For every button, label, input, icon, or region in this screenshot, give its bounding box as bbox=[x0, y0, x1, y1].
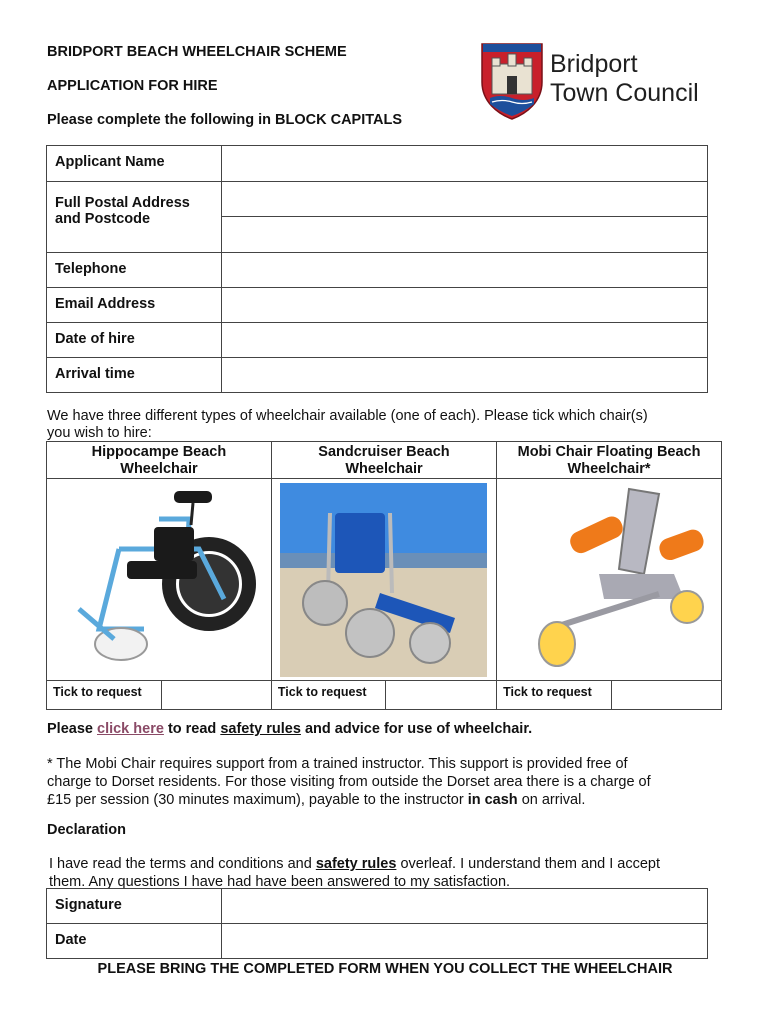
postal-address-label-line-1: Full Postal Address bbox=[55, 195, 190, 211]
applicant-form-table bbox=[46, 145, 708, 393]
chair-title-line-2: Wheelchair bbox=[345, 461, 423, 477]
logo-wordmark bbox=[550, 50, 699, 108]
postal-address-label-line-2: and Postcode bbox=[55, 211, 151, 227]
mobi-note-line-2: charge to Dorset residents. For those visiting from outside the Dorset area there is a charge of bbox=[47, 774, 651, 790]
postal-address-line-1[interactable] bbox=[222, 182, 707, 216]
mobi-note-line-3-prefix: £15 per session (30 minutes maximum), payable to the instructor bbox=[47, 792, 468, 808]
chair-header-hippocampe bbox=[47, 442, 272, 479]
email-label: Email Address bbox=[47, 288, 222, 323]
chair-image-cell-hippocampe bbox=[47, 479, 272, 681]
safety-rules-link[interactable]: safety rules bbox=[220, 721, 301, 737]
declaration-heading: Declaration bbox=[47, 822, 126, 838]
click-here-link[interactable]: click here bbox=[97, 721, 164, 737]
scheme-title: BRIDPORT BEACH WHEELCHAIR SCHEME bbox=[47, 44, 347, 60]
declaration-line-2: them. Any questions I have had have been answered to my satisfaction. bbox=[49, 874, 511, 890]
applicant-name-field[interactable] bbox=[222, 146, 708, 182]
telephone-label: Telephone bbox=[47, 253, 222, 288]
chair-title-hippocampe bbox=[47, 442, 271, 478]
mobi-note-line-1: * The Mobi Chair requires support from a trained instructor. This support is provided free of bbox=[47, 756, 628, 772]
wheelchair-options-table bbox=[46, 441, 722, 710]
tick-checkbox-sandcruiser[interactable] bbox=[385, 681, 496, 709]
chair-image-cell-mobi bbox=[497, 479, 722, 681]
town-council-crest-icon bbox=[480, 42, 544, 120]
instruction-text: Please complete the following in BLOCK CAPITALS bbox=[47, 112, 403, 128]
safety-prefix: Please bbox=[47, 721, 97, 737]
declaration-safety-rules-link[interactable]: safety rules bbox=[315, 856, 397, 872]
signature-label: Signature bbox=[47, 889, 222, 924]
safety-middle: to read bbox=[163, 721, 221, 737]
chairs-intro-line-2: you wish to hire: bbox=[47, 425, 152, 441]
mobi-chair-note bbox=[47, 755, 651, 809]
chairs-intro bbox=[47, 408, 648, 442]
mobi-wheelchair-image bbox=[509, 479, 709, 675]
logo-line-1: Bridport bbox=[550, 50, 638, 78]
date-of-hire-label: Date of hire bbox=[47, 323, 222, 358]
arrival-time-field[interactable] bbox=[222, 358, 708, 393]
chair-title-mobi bbox=[497, 442, 721, 478]
footer-notice: PLEASE BRING THE COMPLETED FORM WHEN YOU COLLECT THE WHEELCHAIR bbox=[97, 961, 673, 977]
chair-image-cell-sandcruiser bbox=[271, 479, 496, 681]
tick-checkbox-hippocampe[interactable] bbox=[161, 681, 271, 709]
applicant-name-label: Applicant Name bbox=[47, 146, 222, 182]
chair-header-sandcruiser bbox=[271, 442, 496, 479]
chair-title-line-2: Wheelchair* bbox=[567, 461, 651, 477]
tick-cell-sandcruiser bbox=[271, 681, 496, 710]
sandcruiser-wheelchair-image bbox=[280, 483, 487, 677]
mobi-note-line-3 bbox=[47, 791, 651, 809]
postal-address-label bbox=[47, 182, 222, 253]
signature-field[interactable] bbox=[222, 889, 708, 924]
chair-title-line-1: Sandcruiser Beach bbox=[318, 444, 450, 460]
declaration-line-1-prefix: I have read the terms and conditions and bbox=[49, 856, 316, 872]
date-of-hire-field[interactable] bbox=[222, 323, 708, 358]
tick-checkbox-mobi[interactable] bbox=[611, 681, 721, 709]
logo-line-2: Town Council bbox=[550, 79, 699, 107]
safety-suffix: and advice for use of wheelchair. bbox=[300, 721, 533, 737]
arrival-time-label: Arrival time bbox=[47, 358, 222, 393]
chair-title-sandcruiser bbox=[272, 442, 496, 478]
declaration-date-field[interactable] bbox=[222, 924, 708, 959]
tick-cell-hippocampe bbox=[47, 681, 272, 710]
chair-title-line-1: Hippocampe Beach bbox=[91, 444, 227, 460]
declaration-text bbox=[49, 855, 660, 891]
chairs-intro-line-1: We have three different types of wheelchair available (one of each). Please tick which chair(s) bbox=[47, 408, 648, 424]
application-title: APPLICATION FOR HIRE bbox=[47, 78, 218, 94]
declaration-form-table bbox=[46, 888, 708, 959]
hippocampe-wheelchair-image bbox=[59, 479, 259, 675]
chair-title-line-2: Wheelchair bbox=[120, 461, 198, 477]
telephone-field[interactable] bbox=[222, 253, 708, 288]
declaration-line-1-suffix: overleaf. I understand them and I accept bbox=[396, 856, 660, 872]
safety-rules-line bbox=[47, 721, 532, 738]
declaration-date-label: Date bbox=[47, 924, 222, 959]
chair-header-mobi bbox=[497, 442, 722, 479]
mobi-note-in-cash: in cash bbox=[467, 792, 518, 808]
tick-label-mobi: Tick to request bbox=[503, 685, 592, 699]
tick-label-sandcruiser: Tick to request bbox=[277, 685, 367, 699]
tick-label-hippocampe: Tick to request bbox=[53, 685, 142, 699]
tick-cell-mobi bbox=[497, 681, 722, 710]
declaration-line-1 bbox=[49, 855, 660, 873]
postal-address-field[interactable] bbox=[222, 182, 708, 253]
chair-title-line-1: Mobi Chair Floating Beach bbox=[517, 444, 701, 460]
email-field[interactable] bbox=[222, 288, 708, 323]
mobi-note-line-3-suffix: on arrival. bbox=[517, 792, 586, 808]
postal-address-line-2[interactable] bbox=[222, 216, 707, 252]
